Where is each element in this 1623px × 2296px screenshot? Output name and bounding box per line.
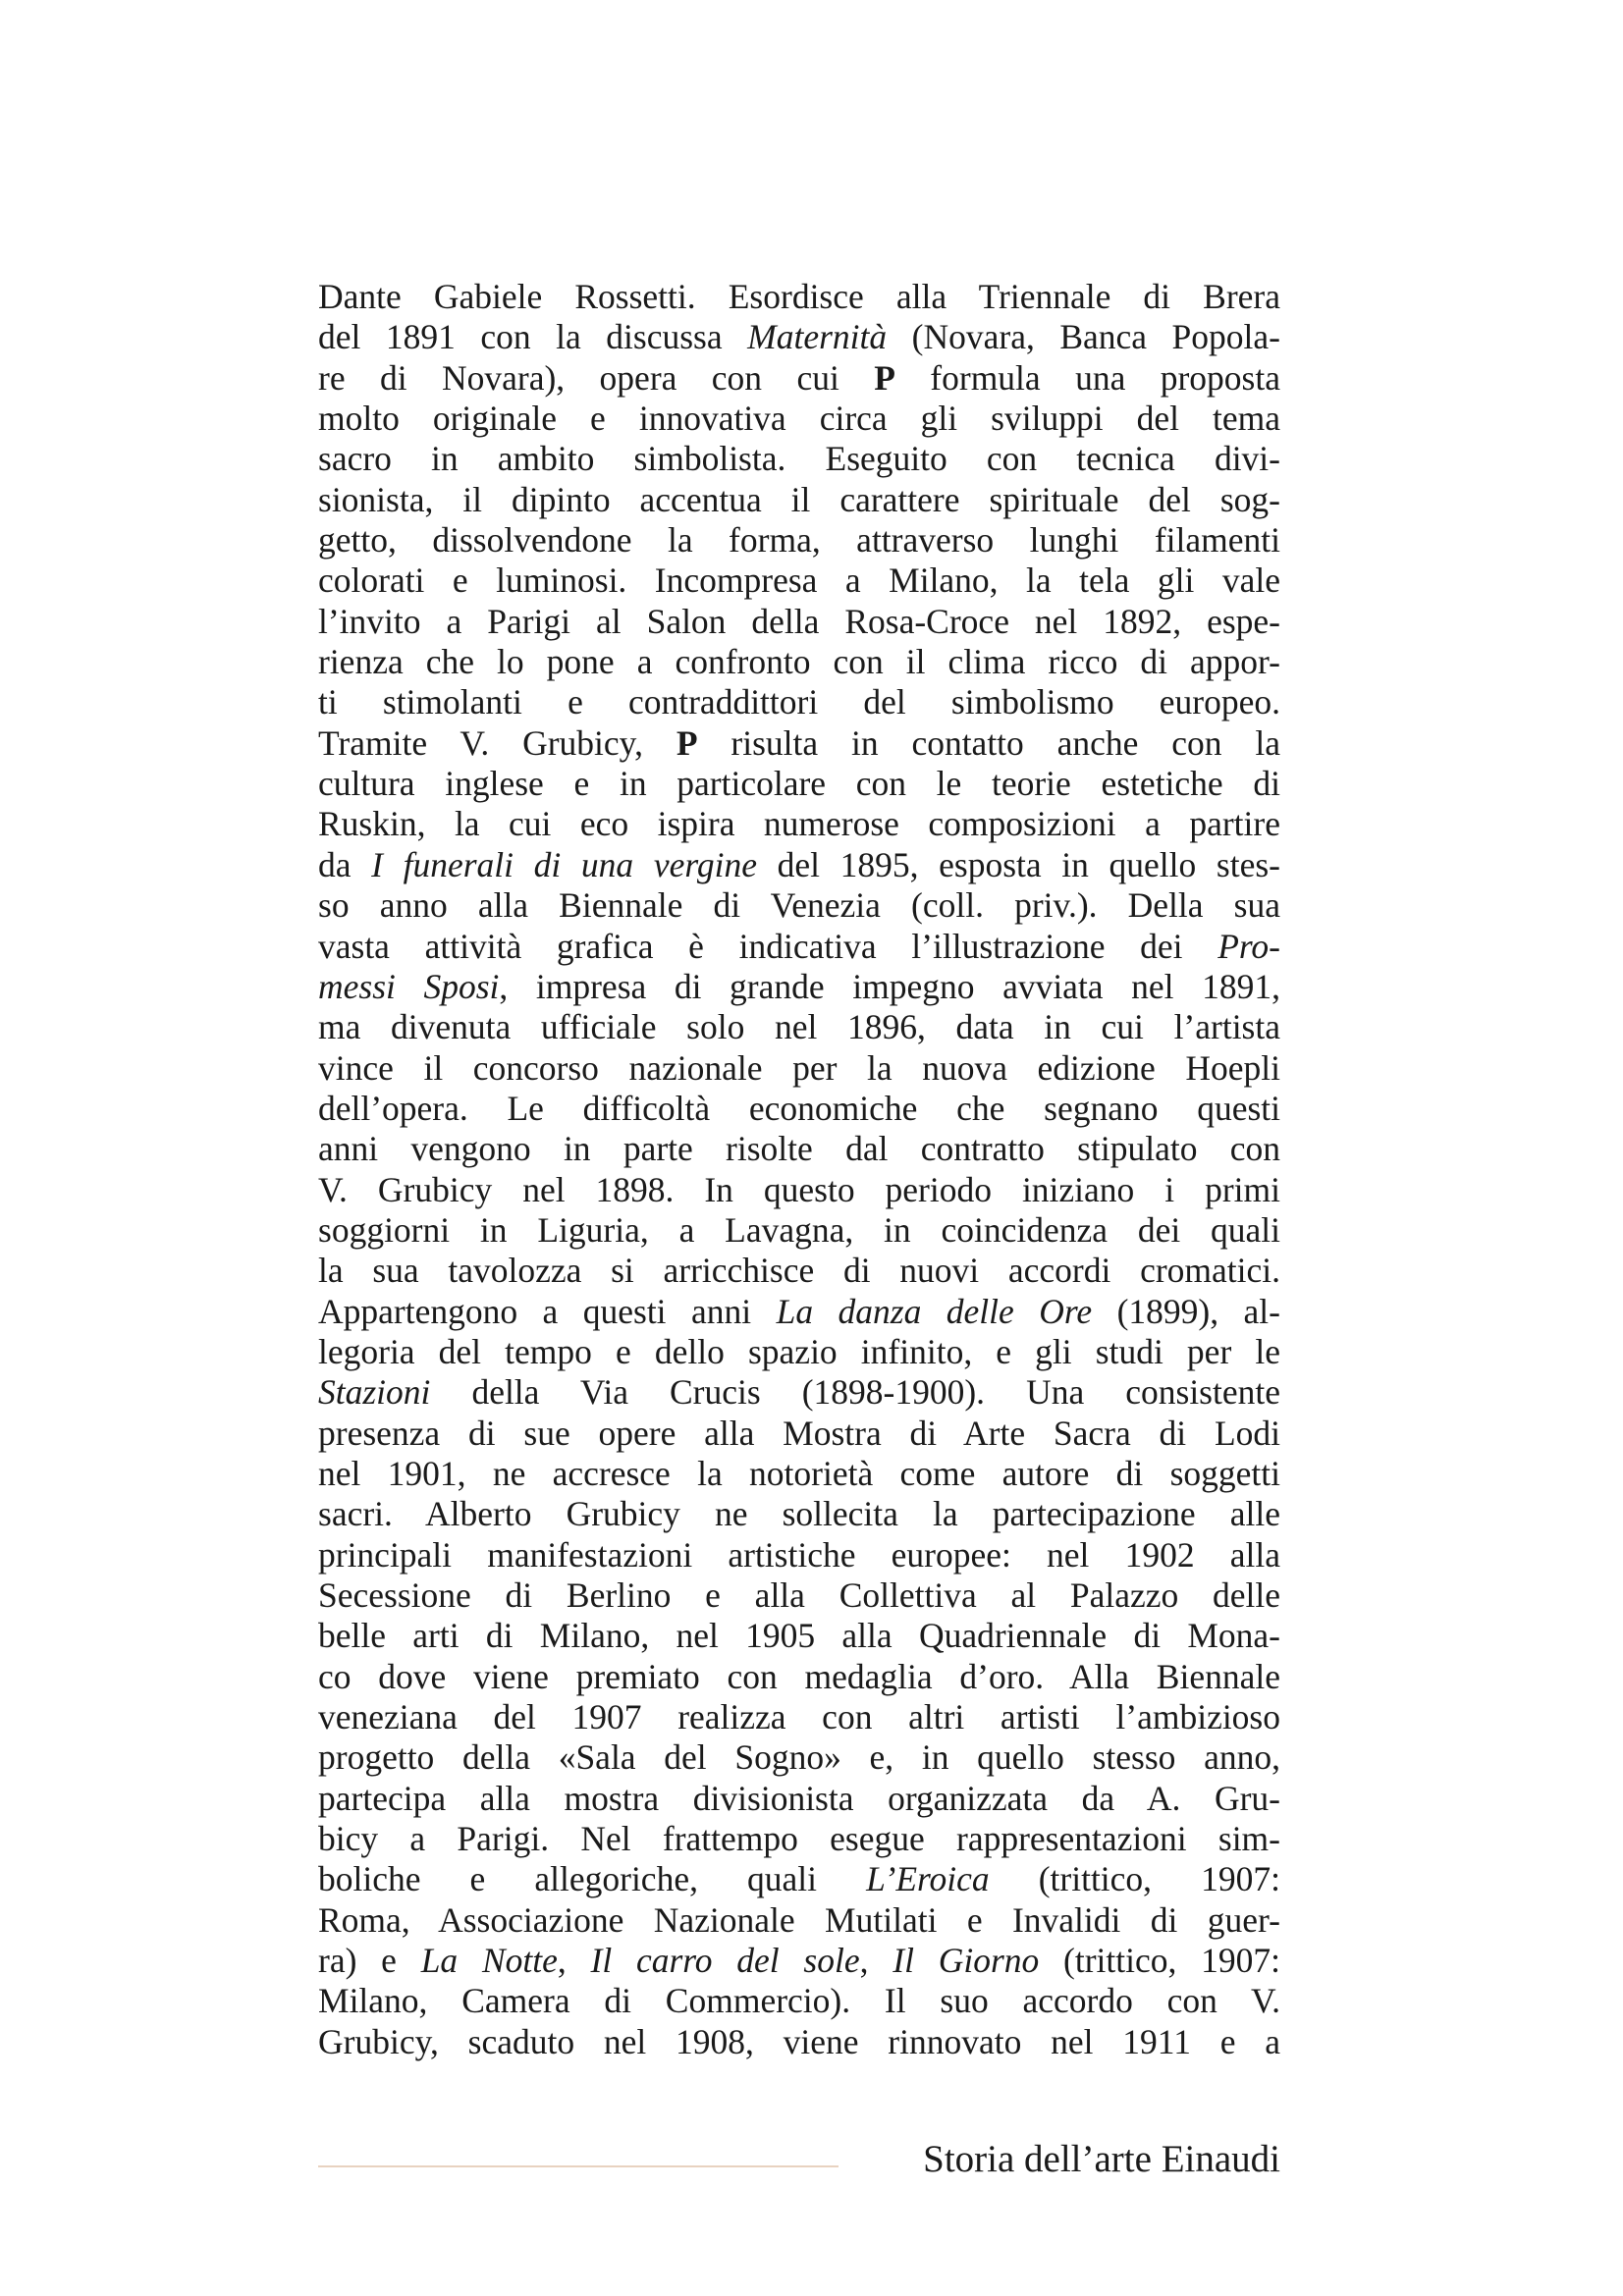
text-segment: re di Novara), opera con cui <box>318 357 875 398</box>
text-segment: molto originale e innovativa circa gli sviluppi del tema <box>318 399 1280 439</box>
text-line <box>318 1859 1280 1899</box>
text-line <box>318 1007 1280 1047</box>
text-segment: , impresa di grande impegno avviata nel 1891, <box>499 966 1280 1006</box>
text-line <box>318 927 1280 967</box>
text-segment: sacro in ambito simbolista. Eseguito con tecnica divi- <box>318 439 1280 479</box>
text-segment: boliche e allegoriche, quali <box>318 1859 867 1899</box>
text-line <box>318 1657 1280 1697</box>
text-segment: colorati e luminosi. Incompresa a Milano, la tela gli vale <box>318 561 1280 601</box>
text-line <box>318 1900 1280 1941</box>
text-line <box>318 602 1280 642</box>
text-segment: so anno alla Biennale di Venezia (coll. priv.). Della sua <box>318 885 1280 926</box>
text-segment: dell’opera. Le difficoltà economiche che segnano questi <box>318 1088 1280 1128</box>
italic-title: Il Giorno <box>893 1941 1040 1981</box>
text-line <box>318 1616 1280 1656</box>
text-segment: principali manifestazioni artistiche europee: nel 1902 alla <box>318 1534 1280 1575</box>
text-segment: (trittico, 1907: <box>989 1859 1280 1899</box>
text-line <box>318 1089 1280 1129</box>
text-line <box>318 1129 1280 1169</box>
text-segment: veneziana del 1907 realizza con altri artisti l’ambizioso <box>318 1697 1280 1737</box>
text-segment: del 1891 con la discussa <box>318 317 748 357</box>
text-segment: Roma, Associazione Nazionale Mutilati e Invalidi di guer- <box>318 1899 1280 1940</box>
italic-title: Maternità <box>747 317 888 357</box>
text-line <box>318 317 1280 357</box>
text-line <box>318 1941 1280 1981</box>
text-segment: , <box>859 1941 893 1981</box>
text-segment: ra) e <box>318 1941 421 1981</box>
text-line <box>318 1414 1280 1454</box>
text-segment: belle arti di Milano, nel 1905 alla Quadriennale di Mona- <box>318 1616 1280 1656</box>
text-line <box>318 2022 1280 2062</box>
italic-title: I funerali di una vergine <box>371 844 757 884</box>
text-line <box>318 885 1280 926</box>
text-line <box>318 682 1280 722</box>
text-line <box>318 1170 1280 1210</box>
text-line <box>318 764 1280 804</box>
text-segment: (1899), al- <box>1092 1291 1280 1331</box>
text-segment: Grubicy, scaduto nel 1908, viene rinnovato nel 1911 e a <box>318 2021 1280 2061</box>
text-segment: , <box>557 1941 591 1981</box>
text-line <box>318 642 1280 682</box>
italic-title: Stazioni <box>318 1372 431 1413</box>
body-text <box>318 277 1280 2062</box>
text-segment: V. Grubicy nel 1898. In questo periodo iniziano i primi <box>318 1169 1280 1209</box>
text-line <box>318 804 1280 844</box>
italic-title: La danza delle Ore <box>776 1291 1093 1331</box>
footer-rule <box>318 2165 839 2167</box>
text-segment: co dove viene premiato con medaglia d’oro. Alla Biennale <box>318 1656 1280 1696</box>
text-line <box>318 1575 1280 1616</box>
text-segment: risulta in contatto anche con la <box>697 722 1280 763</box>
bold-initial: P <box>874 357 895 398</box>
text-line <box>318 1535 1280 1575</box>
text-line <box>318 277 1280 317</box>
text-line <box>318 967 1280 1007</box>
text-segment: getto, dissolvendone la forma, attraverso lunghi filamenti <box>318 520 1280 561</box>
text-segment: cultura inglese e in particolare con le teorie estetiche di <box>318 764 1280 804</box>
text-segment: Tramite V. Grubicy, <box>318 722 676 763</box>
text-segment: soggiorni in Liguria, a Lavagna, in coincidenza dei quali <box>318 1209 1280 1250</box>
text-segment: (Novara, Banca Popola- <box>887 317 1280 357</box>
text-line <box>318 1210 1280 1251</box>
text-segment: legoria del tempo e dello spazio infinito, e gli studi per le <box>318 1331 1280 1371</box>
text-segment: presenza di sue opere alla Mostra di Arte Sacra di Lodi <box>318 1413 1280 1453</box>
text-line <box>318 1494 1280 1534</box>
text-line <box>318 845 1280 885</box>
text-segment: sionista, il dipinto accentua il carattere spirituale del sog- <box>318 479 1280 519</box>
text-line <box>318 561 1280 601</box>
text-segment: Milano, Camera di Commercio). Il suo accordo con V. <box>318 1981 1280 2021</box>
text-segment: del 1895, esposta in quello stes- <box>756 844 1280 884</box>
text-segment: la sua tavolozza si arricchisce di nuovi accordi cromatici. <box>318 1251 1280 1291</box>
text-line <box>318 520 1280 561</box>
italic-title: La Notte <box>420 1941 558 1981</box>
text-segment: vince il concorso nazionale per la nuova edizione Hoepli <box>318 1047 1280 1088</box>
text-segment: nel 1901, ne accresce la notorietà come autore di soggetti <box>318 1453 1280 1493</box>
page-footer <box>318 2130 1280 2189</box>
text-segment: Secessione di Berlino e alla Collettiva al Palazzo delle <box>318 1575 1280 1615</box>
text-line <box>318 480 1280 520</box>
text-line <box>318 1779 1280 1819</box>
text-line <box>318 1981 1280 2021</box>
text-segment: rienza che lo pone a confronto con il clima ricco di appor- <box>318 642 1280 682</box>
text-line <box>318 723 1280 764</box>
italic-title: L’Eroica <box>866 1859 990 1899</box>
text-segment: Dante Gabiele Rossetti. Esordisce alla Triennale di Brera <box>318 277 1280 316</box>
text-segment: della Via Crucis (1898-1900). Una consistente <box>430 1372 1280 1413</box>
text-segment: sacri. Alberto Grubicy ne sollecita la partecipazione alle <box>318 1494 1280 1534</box>
text-segment: l’invito a Parigi al Salon della Rosa-Croce nel 1892, espe- <box>318 601 1280 641</box>
text-line <box>318 1332 1280 1372</box>
text-line <box>318 1819 1280 1859</box>
text-line <box>318 399 1280 439</box>
italic-title: Pro- <box>1217 926 1280 966</box>
text-line <box>318 1454 1280 1494</box>
italic-title: messi Sposi <box>318 966 500 1006</box>
text-segment: ma divenuta ufficiale solo nel 1896, data in cui l’artista <box>318 1007 1280 1047</box>
text-segment: Appartengono a questi anni <box>318 1291 777 1331</box>
text-segment: ti stimolanti e contraddittori del simbolismo europeo. <box>318 682 1280 722</box>
text-line <box>318 439 1280 479</box>
text-line <box>318 1372 1280 1413</box>
text-segment: partecipa alla mostra divisionista organizzata da A. Gru- <box>318 1778 1280 1818</box>
text-line <box>318 1292 1280 1332</box>
text-segment: bicy a Parigi. Nel frattempo esegue rappresentazioni sim- <box>318 1819 1280 1859</box>
text-segment: formula una proposta <box>894 357 1280 398</box>
text-line <box>318 1048 1280 1089</box>
text-segment: (trittico, 1907: <box>1039 1941 1280 1981</box>
text-line <box>318 1697 1280 1737</box>
text-segment: vasta attività grafica è indicativa l’illustrazione dei <box>318 926 1218 966</box>
italic-title: Il carro del sole <box>590 1941 860 1981</box>
text-line <box>318 1737 1280 1778</box>
text-line <box>318 1251 1280 1291</box>
text-line <box>318 358 1280 399</box>
bold-initial: P <box>676 722 698 763</box>
text-segment: anni vengono in parte risolte dal contratto stipulato con <box>318 1129 1280 1169</box>
text-segment: progetto della «Sala del Sogno» e, in quello stesso anno, <box>318 1737 1280 1778</box>
text-segment: da <box>318 844 372 884</box>
footer-title: Storia dell’arte Einaudi <box>923 2138 1280 2180</box>
text-segment: Ruskin, la cui eco ispira numerose composizioni a partire <box>318 804 1280 844</box>
